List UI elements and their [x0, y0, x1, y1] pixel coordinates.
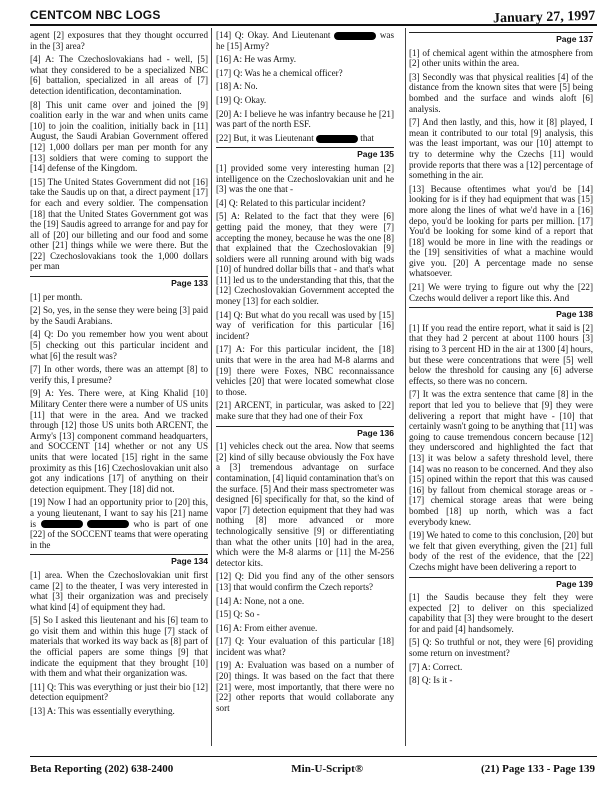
redaction-mark — [41, 520, 83, 528]
transcript-line: [7] And then lastly, and this, how it [8] played, I mean it contributed to our total [9] analysis, this was the least important, was our [10] attempt to try to determine why the Czechs [11] would provide reports that there was a [12] percentage of something in the air. — [409, 117, 593, 181]
transcript-line: [8] This unit came over and joined the [9] coalition early in the war and when units came [10] to join the coalition, initially back in [11] August, the Saudi Arabian Government offered [12] 1,000 dollars per man per month for any [13] soldiers that were coming to support the [14] defense of the Kingdom. — [30, 99, 208, 174]
transcript-line: [5] A: Related to the fact that they were [6] getting paid the money, that they were [7] accepting the money, because he was the one [8] that explained that the Czechoslovakian [9] soldiers were all running around with big wads [10] of hundred dollar bills that - and that's what [11] led us to the understanding that this, that the [12] Czechoslovakian Government accepted the money [13] for each soldier. — [216, 211, 394, 307]
transcript-line: [17] Q: Was he a chemical officer? — [216, 67, 343, 78]
footer-rule — [30, 756, 597, 757]
transcript-line: [15] Q: So - — [216, 609, 260, 620]
page-number: Page 133 — [30, 276, 208, 289]
transcript-line: [7] In other words, there was an attempt [8] to verify this, I presume? — [30, 364, 208, 385]
page-number: Page 134 — [30, 554, 208, 567]
column-1 — [30, 30, 208, 721]
transcript-page-block — [216, 426, 394, 714]
footer-page-range: (21) Page 133 - Page 139 — [481, 763, 595, 775]
transcript-line: [13] Because oftentimes what you'd be [14] looking for is if they had equipment that was [15] more along the lines of what we'd have in a [16] depo, you'd be looking for parts per million. [17] You'd be looking for some kind of a report that [18] would be more in line with the readings or the [19] sensitivities of what a machine would give you. [20] A percentage made no sense whatsoever. — [409, 183, 593, 279]
transcript-line: [9] A: Yes. There were, at King Khalid [10] Military Center there were a number of US units [11] that were in the area. And we tracked through [12] those US units both ARCENT, the Army's [13] component command headquarters, and SOCCENT [14] whether or not any US units that were located [15] right in the same proximity as this [16] Czechoslovakian unit also got any indications [17] of anything on their detection equipment. They [18] did not. — [30, 388, 208, 494]
column-divider — [211, 28, 212, 746]
transcript-page-block — [409, 307, 593, 572]
transcript-page-block — [30, 30, 208, 272]
header-rule — [30, 24, 597, 26]
footer — [30, 763, 595, 775]
transcript-page-block — [409, 32, 593, 303]
page-number: Page 136 — [216, 426, 394, 439]
redaction-mark — [87, 520, 129, 528]
transcript-line: [16] A: From either avenue. — [216, 622, 318, 633]
transcript-line: [1] area. When the Czechoslovakian unit first came [2] to the theater, I was very interested in what [3] their organization was and precisely what kind [4] of equipment they had. — [30, 569, 208, 612]
transcript-line: [19] Now I had an opportunity prior to [20] this, a young lieutenant, I want to say his [21] name is who is part of one [22] of the SOCCENT teams that were operating in the — [30, 497, 208, 550]
transcript-line: [19] A: Evaluation was based on a number of [20] things. It was based on the fact that there [21] were, most importantly, that there were no [22] other reports that would collaborate any sort — [216, 660, 394, 713]
footer-reporter: Beta Reporting (202) 638-2400 — [30, 763, 174, 775]
transcript-line: [21] ARCENT, in particular, was asked to [22] make sure that they had one of their Fox — [216, 400, 394, 421]
transcript-line: [7] A: Correct. — [409, 661, 463, 672]
transcript-line: [12] Q: Did you find any of the other sensors [13] that would confirm the Czech reports? — [216, 571, 394, 592]
transcript-page-block — [216, 30, 394, 143]
transcript-line: [1] vehicles check out the area. Now that seems [2] kind of silly because obviously the Fox have a [3] tremendous advantage on surface contamination, [4] liquid contamination that's on the surface. [5] And their mass spectrometer was designed [6] specifically for that, so the kind of vapor [7] detection equipment that they had was nothing [8] more advanced or more technologically sensitive [9] or differentiating than what the other units [10] had in the area, which were the M-8 alarms or [11] the M-256 detector kits. — [216, 441, 394, 568]
transcript-line: [3] Secondly was that physical realities [4] of the distance from the known sites that were [5] being bombed and the surface and winds aloft [6] analysis. — [409, 71, 593, 114]
transcript-page-block — [409, 577, 593, 686]
transcript-line: [18] A: No. — [216, 81, 258, 92]
transcript-line: [5] Q: So truthful or not, they were [6] providing some return on investment? — [409, 637, 593, 659]
document-title: CENTCOM NBC LOGS — [30, 8, 161, 22]
redaction-mark — [334, 32, 376, 40]
transcript-line: [4] Q: Do you remember how you went about [5] checking out this particular incident and what [6] the result was? — [30, 329, 208, 361]
transcript-line: [5] So I asked this lieutenant and his [6] team to go visit them and within this huge [7] stack of materials that worked its way back as [8] part of the official papers are some things [9] that indicate the equipment that they brought [10] with them and what their organization was. — [30, 615, 208, 679]
transcript-line: [15] The United States Government did not [16] take the Saudis up on that, a direct payment [17] for each and every soldier. The compensation [18] that the United States Government got was the [19] Saudis agreed to arrange for and pay for all of [20] our billeting and our food and some other [21] things while we were there. But the [22] Czechoslovakians took the 1,000 dollars per man — [30, 176, 208, 272]
document-date: January 27, 1997 — [492, 8, 596, 27]
page-number: Page 137 — [409, 32, 593, 45]
redaction-mark — [316, 135, 358, 143]
transcript-line: [1] per month. — [30, 291, 83, 302]
transcript-line: [1] the Saudis because they felt they were expected [2] to deliver on this specialized capability that [3] they were brought to the desert for and paid [4] handsomely. — [409, 592, 593, 634]
transcript-line: [8] Q: Is it - — [409, 675, 453, 686]
transcript-line: [20] A: I believe he was infantry because he [21] was part of the north ESF. — [216, 108, 394, 130]
transcript-line: [17] Q: Your evaluation of this particular [18] incident was what? — [216, 636, 394, 657]
column-divider — [405, 28, 406, 746]
transcript-page-block — [30, 276, 208, 550]
transcript-line: [19] We hated to come to this conclusion, [20] but we felt that given everything, given the [21] full body of the rest of the evidence, that the [22] Czechs might have been delivering a report to — [409, 530, 593, 572]
transcript-page-block — [216, 147, 394, 421]
page-number: Page 135 — [216, 147, 394, 160]
transcript-line: [21] We were trying to figure out why the [22] Czechs would deliver a report like this. And — [409, 282, 593, 303]
column-2 — [216, 30, 394, 717]
page-number: Page 139 — [409, 577, 593, 590]
transcript-line: agent [2] exposures that they thought occurred in the [3] area? — [30, 30, 208, 51]
transcript-line: [2] So, yes, in the sense they were being [3] paid by the Saudi Arabians. — [30, 305, 208, 326]
transcript-line: [1] provided some very interesting human [2] intelligence on the Czechoslovakian unit and he [3] was the one that - — [216, 162, 394, 195]
transcript-line: [14] A: None, not a one. — [216, 595, 305, 606]
transcript-line: [1] of chemical agent within the atmosphere from [2] other units within the area. — [409, 47, 593, 69]
transcript-line: [14] Q: Okay. And Lieutenant was he [15] Army? — [216, 30, 394, 51]
footer-brand: Min-U-Script® — [291, 763, 364, 775]
transcript-line: [13] A: This was essentially everything. — [30, 706, 175, 717]
transcript-line: [1] If you read the entire report, what it said is [2] that they had 2 percent at about 1100 hours [3] rising to 3 percent HD in the air at 1300 [4] hours, but these were concentrations that were [5] well below the threshold for causing any [6] adverse effects, so there was no concern. — [409, 322, 593, 386]
transcript-line: [17] A: For this particular incident, the [18] units that were in the area had M-8 alarms and [19] there were Foxes, NBC reconnaissance vehicles [20] that were located somewhat close to those. — [216, 344, 394, 397]
transcript-line: [16] A: He was Army. — [216, 54, 296, 65]
transcript-line: [19] Q: Okay. — [216, 94, 267, 105]
transcript-line: [4] Q: Related to this particular incident? — [216, 197, 366, 208]
transcript-line: [7] It was the extra sentence that came [8] in the report that led you to believe that [9] they were delivering a report that might have - [10] that certainly wasn't going to be anything that [11] was going to cause tremendous concern because [12] they underscored and highlighted the fact that [13] it was below a safety threshold level, there [14] was no reason to be concerned. And they also [15] opined within the report that this was caused [16] by fallout from chemical storage areas or - [17] chemical storage areas that were being bombed [18] up north, which was a fact everybody knew. — [409, 389, 593, 527]
transcript-line: [22] But, it was Lieutenant that — [216, 132, 374, 143]
transcript-line: [14] Q: But what do you recall was used by [15] way of verification for this particular [16] incident? — [216, 309, 394, 341]
column-3 — [409, 30, 593, 690]
transcript-line: [11] Q: This was everything or just their bio [12] detection equipment? — [30, 681, 208, 703]
transcript-page-block — [30, 554, 208, 716]
transcript-line: [4] A: The Czechoslovakians had - well, [5] what they considered to be a specialized NBC [6] battalion, specialized in all areas of [7] detection identification, decontamination. — [30, 54, 208, 96]
page-number: Page 138 — [409, 307, 593, 320]
